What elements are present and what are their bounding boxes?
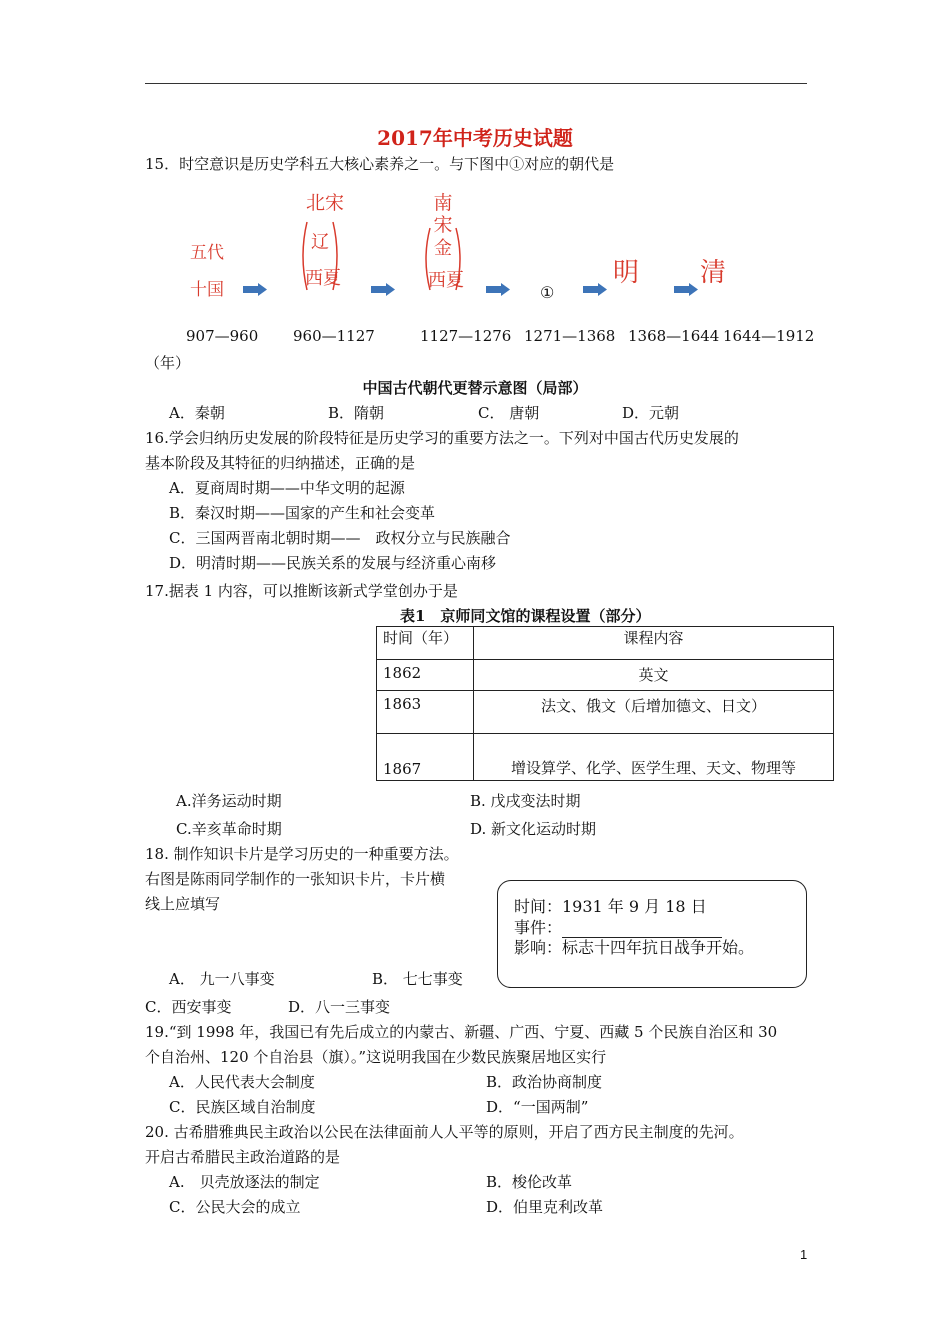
q15-stem: 15．时空意识是历史学科五大核心素养之一。与下图中①对应的朝代是 <box>145 155 615 173</box>
q17-option-b: B. 戊戌变法时期 <box>470 792 581 810</box>
q17-option-c: C.辛亥革命时期 <box>176 820 282 838</box>
q20-stem: 开启古希腊民主政治道路的是 <box>145 1148 341 1166</box>
page-number: 1 <box>800 1247 808 1262</box>
table-row <box>377 691 834 734</box>
q16-stem: 基本阶段及其特征的归纳描述，正确的是 <box>145 454 416 472</box>
label-jin: 金 <box>434 238 452 259</box>
year-label: 1127—1276 <box>420 327 512 345</box>
q15-option-d: D．元朝 <box>622 404 680 422</box>
year-label: 1644—1912 <box>723 327 815 345</box>
q15-option-b: B．隋朝 <box>328 404 385 422</box>
label-liao: 辽 <box>311 232 329 253</box>
label-circle-1: ① <box>540 283 555 302</box>
arrow-icon <box>486 283 510 296</box>
arrow-icon <box>243 283 267 296</box>
q18-stem: 线上应填写 <box>145 895 221 913</box>
q19-option-c: C．民族区域自治制度 <box>169 1098 316 1116</box>
q17-option-d: D. 新文化运动时期 <box>470 820 597 838</box>
table-cell: 1863 <box>377 691 474 734</box>
year-label: 960—1127 <box>293 327 375 345</box>
arrow-icon <box>583 283 607 296</box>
year-label: 1368—1644 <box>628 327 720 345</box>
knowledge-card <box>497 880 807 988</box>
q16-option-d: D．明清时期——民族关系的发展与经济重心南移 <box>169 554 497 572</box>
arrow-icon <box>371 283 395 296</box>
q20-option-c: C．公民大会的成立 <box>169 1198 301 1216</box>
label-wudai: 五代 <box>190 243 224 263</box>
table-header: 时间（年） <box>377 627 474 660</box>
table-cell: 增设算学、化学、医学生理、天文、物理等 <box>474 734 834 781</box>
q18-stem: 18. 制作知识卡片是学习历史的一种重要方法。 <box>145 845 459 863</box>
card-event-label: 事件： <box>514 918 563 937</box>
q16-option-b: B．秦汉时期——国家的产生和社会变革 <box>169 504 436 522</box>
table-cell: 英文 <box>474 660 834 691</box>
year-unit: （年） <box>145 354 191 372</box>
year-label: 907—960 <box>186 327 259 345</box>
table-title: 表1 京师同文馆的课程设置（部分） <box>400 607 651 625</box>
q16-option-a: A．夏商周时期——中华文明的起源 <box>169 479 405 497</box>
q18-stem: 右图是陈雨同学制作的一张知识卡片，卡片横 <box>145 870 446 888</box>
q16-option-c: C．三国两晋南北朝时期—— 政权分立与民族融合 <box>169 529 511 547</box>
q20-option-b: B．梭伦改革 <box>486 1173 573 1191</box>
card-impact: 影响：标志十四年抗日战争开始。 <box>514 938 755 957</box>
q18-option-d: D．八一三事变 <box>288 998 391 1016</box>
q20-option-d: D．伯里克利改革 <box>486 1198 604 1216</box>
q19-stem: 个自治州、120 个自治县（旗）。”这说明我国在少数民族聚居地区实行 <box>145 1048 607 1066</box>
table-cell: 法文、俄文（后增加德文、日文） <box>474 691 834 734</box>
course-table <box>376 626 834 781</box>
q17-option-a: A.洋务运动时期 <box>176 792 282 810</box>
q19-option-d: D．“一国两制” <box>486 1098 589 1116</box>
q15-option-a: A．秦朝 <box>169 404 225 422</box>
q19-option-a: A．人民代表大会制度 <box>169 1073 315 1091</box>
q19-stem: 19.“到 1998 年，我国已有先后成立的内蒙古、新疆、广西、宁夏、西藏 5 个民族自治区和 30 <box>145 1023 778 1041</box>
q15-option-c: C． 唐朝 <box>478 404 540 422</box>
label-shiguo: 十国 <box>190 280 224 300</box>
header-rule <box>145 83 807 84</box>
q20-option-a: A. 贝壳放逐法的制定 <box>169 1173 320 1191</box>
diagram-caption: 中国古代朝代更替示意图（局部） <box>362 379 588 397</box>
table-row <box>377 734 834 781</box>
table-header: 课程内容 <box>474 627 834 660</box>
table-header-row <box>377 627 834 660</box>
q19-option-b: B．政治协商制度 <box>486 1073 603 1091</box>
label-nansong: 南宋 <box>433 192 453 236</box>
q20-stem: 20. 古希腊雅典民主政治以公民在法律面前人人平等的原则，开启了西方民主制度的先河。 <box>145 1123 744 1141</box>
label-ming: 明 <box>613 258 640 288</box>
table-row <box>377 660 834 691</box>
label-xixia-1: 西夏 <box>305 268 341 289</box>
year-label: 1271—1368 <box>524 327 616 345</box>
label-qing: 清 <box>700 258 727 288</box>
arrow-icon <box>674 283 698 296</box>
card-time: 时间：1931 年 9 月 18 日 <box>514 897 707 916</box>
q18-option-b: B． 七七事变 <box>372 970 463 988</box>
q16-stem: 16.学会归纳历史发展的阶段特征是历史学习的重要方法之一。下列对中国古代历史发展的 <box>145 429 739 447</box>
table-cell: 1867 <box>377 734 474 781</box>
q18-option-a: A． 九一八事变 <box>169 970 275 988</box>
q17-stem: 17.据表 1 内容，可以推断该新式学堂创办于是 <box>145 582 458 600</box>
label-beisong: 北宋 <box>306 192 345 214</box>
page-title: 2017年中考历史试题 <box>377 126 573 150</box>
q18-option-c: C．西安事变 <box>145 998 232 1016</box>
label-xixia-2: 西夏 <box>428 270 464 291</box>
table-cell: 1862 <box>377 660 474 691</box>
